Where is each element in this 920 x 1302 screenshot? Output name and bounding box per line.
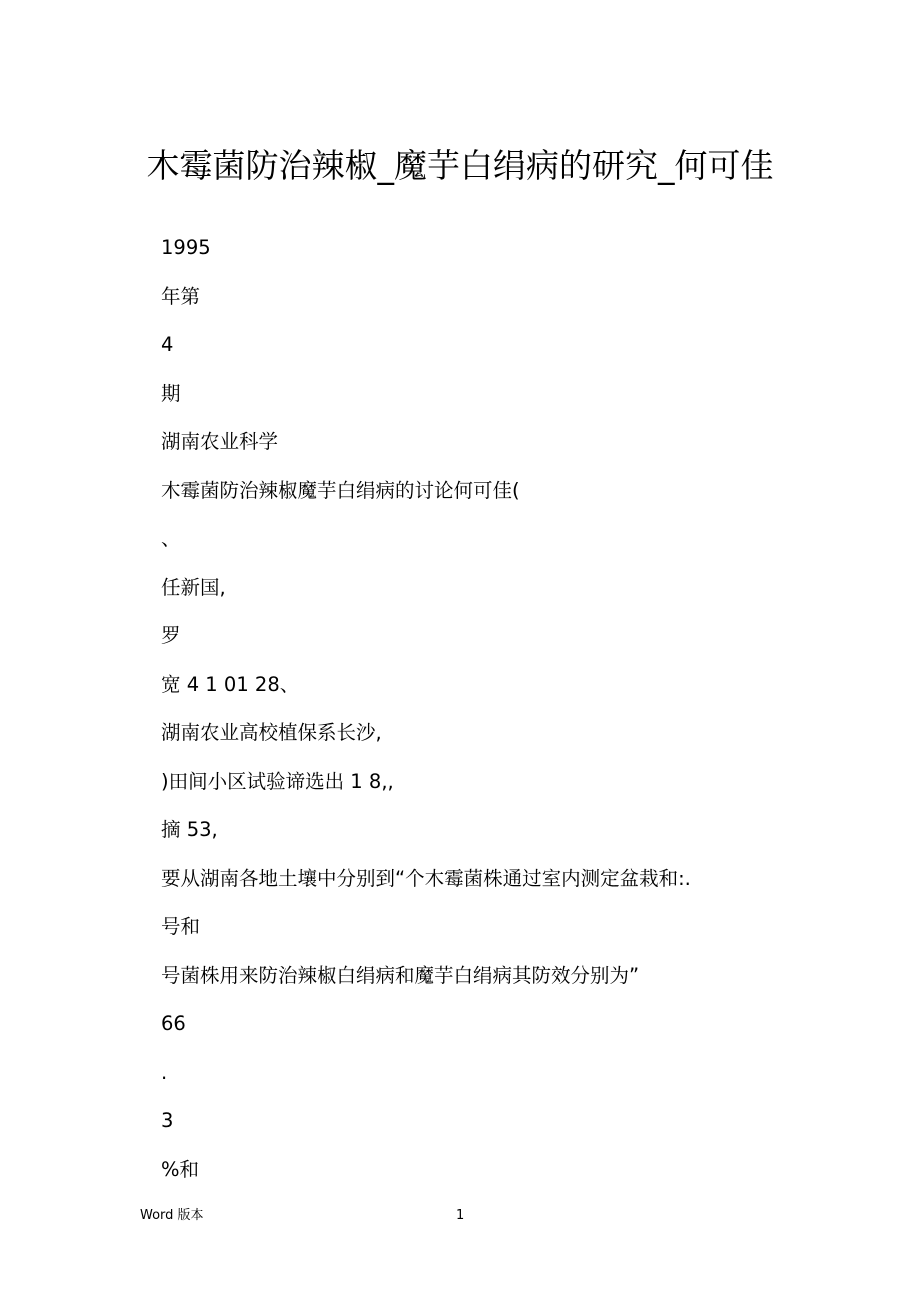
document-title: 木霉菌防治辣椒_魔芋白绢病的研究_何可佳 bbox=[146, 146, 774, 185]
body-line: 、 bbox=[161, 527, 181, 550]
body-line: 1995 bbox=[161, 236, 211, 259]
body-line: 摘 53, bbox=[161, 818, 218, 841]
body-line: 罗 bbox=[161, 624, 181, 647]
body-line: 要从湖南各地土壤中分别到“个木霉菌株通过室内测定盆栽和:. bbox=[161, 866, 691, 890]
body-line: 号菌株用来防治辣椒白绢病和魔芋白绢病其防效分别为” bbox=[161, 963, 640, 987]
body-line: 4 bbox=[161, 333, 174, 356]
body-line: %和 bbox=[161, 1157, 200, 1181]
body-line: 号和 bbox=[161, 915, 201, 938]
body-line: 湖南农业高校植保系长沙, bbox=[161, 721, 382, 744]
body-line: 宽 4 1 01 28、 bbox=[161, 672, 300, 696]
body-line: 湖南农业科学 bbox=[161, 430, 279, 453]
body-line: 木霉菌防治辣椒魔芋白绢病的讨论何可佳( bbox=[161, 478, 520, 502]
body-line: 期 bbox=[161, 381, 181, 405]
body-line: )田间小区试验谛选出 1 8,, bbox=[161, 769, 394, 793]
body-line: 年第 bbox=[161, 284, 201, 308]
body-line: 3 bbox=[161, 1109, 174, 1132]
document-body bbox=[161, 230, 861, 1200]
body-line: 任新国, bbox=[161, 575, 226, 599]
footer-version-label: Word 版本 bbox=[140, 1208, 204, 1223]
body-line: 66 bbox=[161, 1012, 186, 1035]
body-line: . bbox=[161, 1060, 168, 1084]
footer-page-number: 1 bbox=[456, 1208, 465, 1223]
